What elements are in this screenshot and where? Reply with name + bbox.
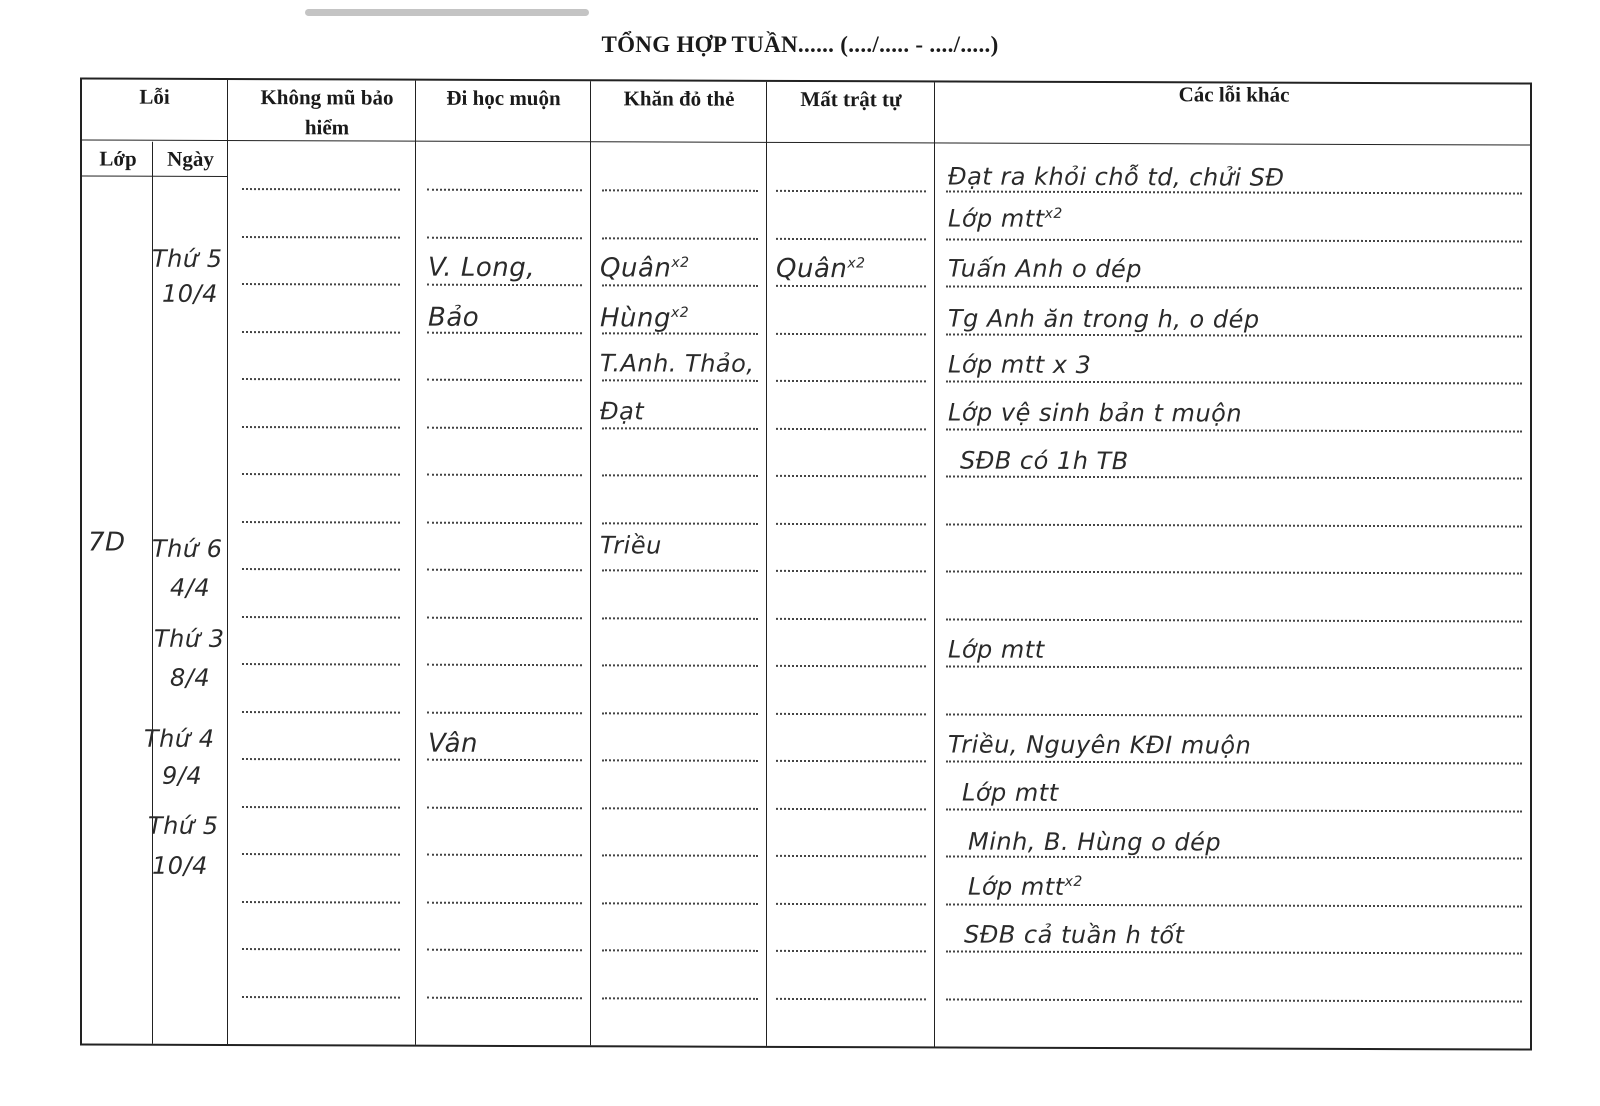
dotted-line — [946, 808, 1522, 812]
dotted-line — [242, 758, 400, 761]
other-error-entry: Lớp vệ sinh bản t muộn — [948, 398, 1243, 428]
dotted-line — [602, 854, 758, 857]
scrollbar[interactable] — [305, 9, 589, 16]
dotted-line — [242, 473, 400, 476]
dotted-line — [776, 665, 926, 668]
dotted-line — [776, 712, 926, 715]
header-khan-do-the: Khăn đỏ thẻ — [623, 86, 735, 111]
dotted-line — [946, 903, 1522, 907]
column-divider — [152, 142, 153, 1044]
other-error-entry: Lớp mtt — [948, 635, 1045, 664]
other-error-entry: Lớp mtt x 3 — [948, 350, 1092, 379]
header-di-hoc-muon: Đi học muộn — [446, 85, 561, 111]
dotted-line — [242, 806, 400, 809]
dotted-line — [946, 618, 1522, 622]
dotted-line — [602, 522, 758, 525]
dotted-line — [242, 331, 400, 334]
dotted-line — [242, 663, 400, 666]
other-error-entry: Lớp mtt$^{x2}$ — [948, 204, 1063, 233]
scarf-entry: T.Anh. Thảo, — [600, 349, 755, 378]
dotted-line — [602, 807, 758, 810]
column-divider — [590, 81, 591, 1045]
dotted-line — [946, 380, 1522, 384]
dotted-line — [242, 711, 400, 714]
dotted-line — [602, 427, 758, 430]
other-error-entry: Tuấn Anh o dép — [948, 254, 1143, 284]
day-label: Thứ 4 — [144, 724, 215, 753]
dotted-line — [427, 284, 582, 287]
dotted-line — [427, 379, 582, 382]
column-divider — [934, 82, 935, 1046]
scarf-entry: Quân$^{x2}$ — [600, 253, 690, 284]
dotted-line — [242, 616, 400, 619]
dotted-line — [946, 238, 1522, 242]
column-divider — [227, 80, 228, 1044]
day-label: Thứ 6 — [152, 534, 223, 563]
dotted-line — [242, 996, 400, 999]
dotted-line — [602, 664, 758, 667]
dotted-line — [427, 189, 582, 192]
dotted-line — [427, 426, 582, 429]
other-error-entry: Lớp mtt$^{x2}$ — [968, 872, 1083, 901]
dotted-line — [427, 474, 582, 477]
late-entry: Bảo — [428, 302, 480, 333]
dotted-line — [602, 759, 758, 762]
dotted-line — [946, 523, 1522, 527]
dotted-line — [776, 427, 926, 430]
dotted-line — [776, 285, 926, 288]
dotted-line — [427, 711, 582, 714]
dotted-line — [602, 997, 758, 1000]
subheader-divider — [82, 175, 227, 177]
dotted-line — [946, 285, 1522, 289]
dotted-line — [242, 521, 400, 524]
dotted-line — [602, 379, 758, 382]
summary-table — [80, 77, 1532, 1050]
dotted-line — [427, 521, 582, 524]
dotted-line — [427, 996, 582, 999]
dotted-line — [242, 426, 400, 429]
dotted-line — [242, 236, 400, 239]
page-title: TỔNG HỢP TUẦN...... (..../..... - ..../.....) — [601, 32, 999, 57]
dotted-line — [602, 949, 758, 952]
dotted-line — [602, 617, 758, 620]
dotted-line — [427, 949, 582, 952]
dotted-line — [242, 568, 400, 571]
dotted-line — [776, 190, 926, 193]
dotted-line — [427, 569, 582, 572]
dotted-line — [946, 950, 1522, 954]
dotted-line — [946, 475, 1522, 479]
day-date: 8/4 — [170, 663, 211, 692]
dotted-line — [427, 806, 582, 809]
other-error-entry: Triều, Nguyên KĐI muộn — [948, 730, 1252, 760]
dotted-line — [602, 902, 758, 905]
late-entry: V. Long, — [428, 252, 535, 284]
header-mat-trat-tu: Mất trật tự — [800, 86, 902, 112]
dotted-line — [776, 475, 926, 478]
dotted-line — [776, 760, 926, 763]
dotted-line — [776, 950, 926, 953]
dotted-line — [427, 759, 582, 762]
dotted-line — [776, 902, 926, 905]
dotted-line — [776, 380, 926, 383]
other-error-entry: SĐB cả tuần h tốt — [964, 920, 1185, 950]
dotted-line — [242, 378, 400, 381]
scarf-entry: Đạt — [600, 397, 645, 426]
dotted-line — [427, 664, 582, 667]
dotted-line — [602, 284, 758, 287]
class-name: 7D — [88, 527, 126, 558]
header-lop: Lớp — [99, 146, 137, 171]
header-cac-loi-khac: Các lỗi khác — [1178, 82, 1290, 107]
header-ngay: Ngày — [167, 146, 214, 171]
dotted-line — [946, 333, 1522, 337]
dotted-line — [946, 665, 1522, 669]
scarf-entry: Triều — [600, 531, 662, 560]
dotted-line — [427, 236, 582, 239]
dotted-line — [602, 237, 758, 240]
day-date: 9/4 — [162, 761, 203, 790]
dotted-line — [776, 332, 926, 335]
other-error-entry: Tg Anh ăn trong h, o dép — [948, 304, 1260, 334]
other-error-entry: Minh, B. Hùng o dép — [968, 827, 1222, 857]
other-error-entry: Đạt ra khỏi chỗ td, chửi SĐ — [948, 162, 1285, 192]
dotted-line — [602, 712, 758, 715]
scarf-entry: Hùng$^{x2}$ — [600, 303, 690, 334]
header-khong-mu-bao-hiem: Không mũ bảo hiểm — [260, 85, 394, 140]
dotted-line — [776, 570, 926, 573]
dotted-line — [776, 617, 926, 620]
late-entry: Vân — [428, 728, 479, 759]
dotted-line — [242, 901, 400, 904]
column-divider — [415, 81, 416, 1045]
disorder-entry: Quân$^{x2}$ — [776, 253, 866, 285]
dotted-line — [776, 807, 926, 810]
dotted-line — [776, 237, 926, 240]
dotted-line — [242, 853, 400, 856]
day-date: 10/4 — [152, 851, 208, 880]
dotted-line — [946, 570, 1522, 574]
dotted-line — [776, 997, 926, 1000]
dotted-line — [946, 998, 1522, 1002]
dotted-line — [242, 283, 400, 286]
dotted-line — [776, 855, 926, 858]
column-divider — [766, 82, 767, 1046]
dotted-line — [602, 189, 758, 192]
dotted-line — [427, 854, 582, 857]
dotted-line — [242, 188, 400, 191]
dotted-line — [946, 713, 1522, 717]
day-date: 4/4 — [170, 573, 211, 602]
day-label: Thứ 5 — [148, 811, 219, 840]
other-error-entry: SĐB có 1h TB — [960, 446, 1129, 476]
dotted-line — [602, 569, 758, 572]
header-loi: Lỗi — [139, 84, 170, 109]
dotted-line — [427, 901, 582, 904]
dotted-line — [946, 428, 1522, 432]
dotted-line — [242, 948, 400, 951]
dotted-line — [946, 855, 1522, 859]
other-error-entry: Lớp mtt — [962, 778, 1059, 807]
dotted-line — [776, 522, 926, 525]
dotted-line — [602, 474, 758, 477]
day-date: 10/4 — [162, 279, 218, 308]
day-label: Thứ 3 — [154, 624, 225, 653]
dotted-line — [427, 616, 582, 619]
day-label: Thứ 5 — [152, 244, 223, 273]
dotted-line — [946, 760, 1522, 764]
